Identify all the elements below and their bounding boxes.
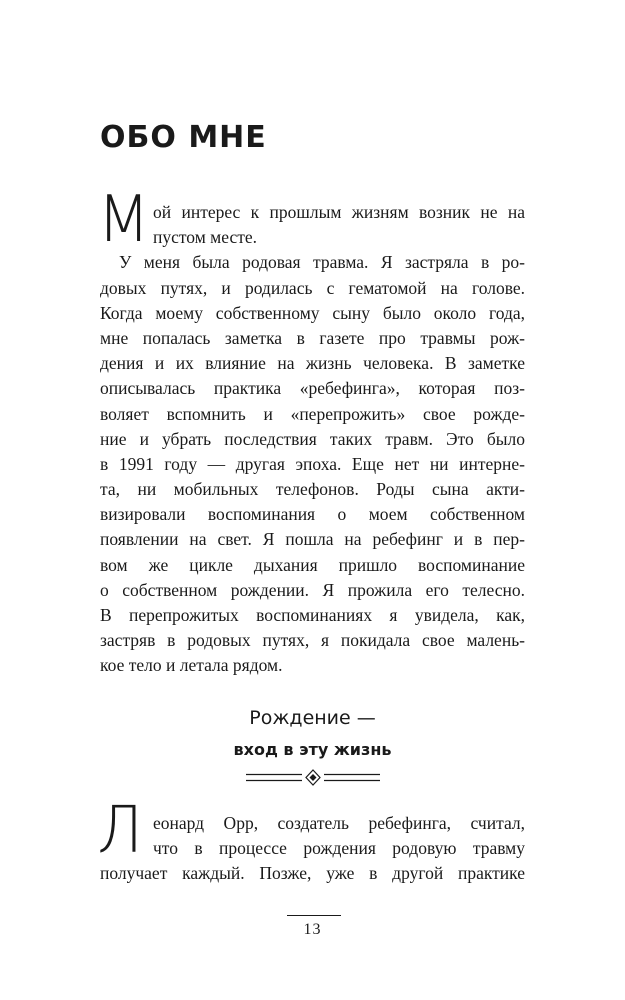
text-line: вом же цикле дыхания пришло воспоминание — [100, 554, 525, 575]
text-line: мне попалась заметка в газете про травмы рож- — [100, 327, 525, 348]
text-line: что в процессе рождения родовую травму — [153, 838, 525, 859]
section-heading-line-1: Рождение — — [249, 707, 376, 729]
text-line: о собственном рождении. Я прожила его телесно. — [100, 579, 525, 600]
text-line: В перепрожитых воспоминаниях я увидела, как, — [100, 605, 525, 625]
text-line: ой интерес к прошлым жизням возник не на — [153, 202, 525, 222]
page-number: 13 — [303, 921, 322, 938]
text-line: еонард Орр, создатель ребефинга, считал, — [153, 813, 525, 833]
paragraph-intro — [100, 200, 525, 679]
text-line: та, ни мобильных телефонов. Роды сына акти- — [100, 479, 525, 500]
text-line: воляет вспомнить и «перепрожить» свое рожде- — [100, 403, 525, 424]
footer-rule — [287, 915, 341, 916]
text-line: получает каждый. Позже, уже в другой практике — [100, 863, 525, 884]
text-line: описывалась практика «ребефинга», которая поз- — [100, 378, 525, 399]
text-line: пустом месте. — [153, 227, 258, 248]
section-heading-line-2: вход в эту жизнь — [233, 740, 392, 759]
text-line: в 1991 году — другая эпоха. Еще нет ни интерне- — [100, 453, 525, 474]
paragraph-section-2 — [100, 811, 525, 887]
text-line: довых путях, и родилась с гематомой на голове. — [100, 277, 525, 298]
text-line: визировали воспоминания о моем собственном — [100, 504, 525, 525]
text-line: ние и убрать последствия таких травм. Это было — [100, 428, 525, 449]
text-line: Когда моему собственному сыну было около года, — [100, 302, 525, 323]
text-line: кое тело и летала рядом. — [100, 655, 283, 676]
drop-cap: М — [97, 183, 150, 257]
text-line: У меня была родовая травма. Я застряла в ро- — [119, 252, 525, 273]
ornament-divider-icon — [246, 768, 380, 788]
text-line: застряв в родовых путях, я покидала свое малень- — [100, 630, 525, 651]
chapter-title: ОБО МНЕ — [100, 120, 267, 155]
text-line: появлении на свет. Я пошла на ребефинг и в пер- — [100, 529, 525, 550]
drop-cap: Л — [97, 794, 143, 868]
text-line: дения и их влияние на жизнь человека. В заметке — [100, 353, 525, 374]
